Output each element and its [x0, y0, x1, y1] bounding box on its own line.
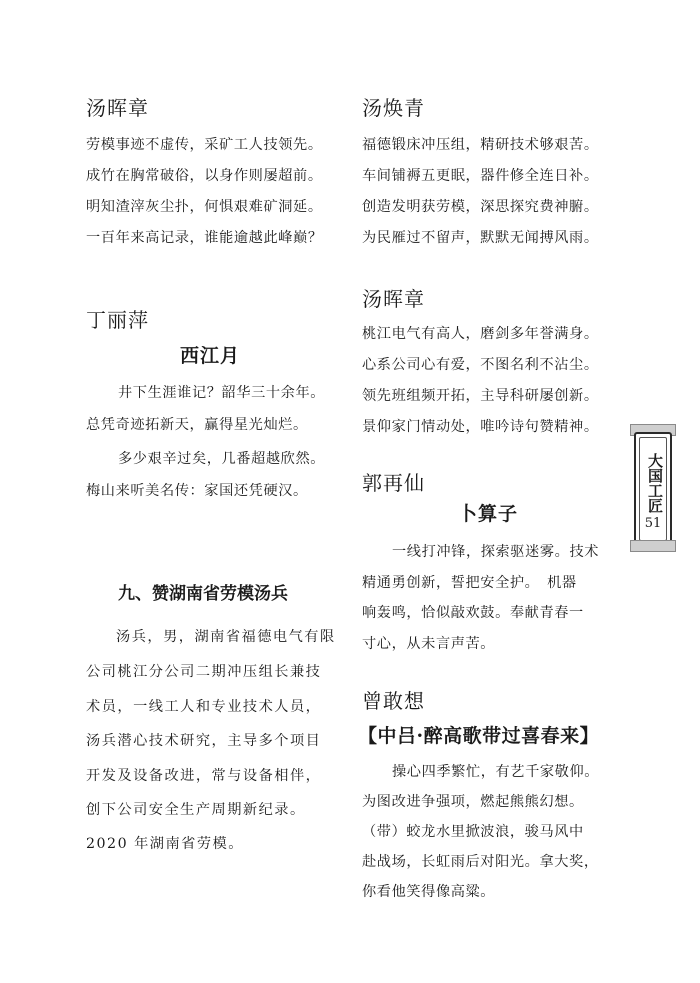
poem3-line: 福德锻床冲压组，精研技术够艰苦。 — [362, 137, 599, 153]
poem2-author: 丁丽萍 — [86, 308, 149, 332]
poem5-title: 卜算子 — [458, 503, 519, 525]
poem2-line: 井下生涯谁记？韶华三十余年。 — [118, 385, 326, 401]
poem6-line: （带）蛟龙水里掀波浪，骏马风中 — [362, 824, 584, 840]
poem2-line: 多少艰辛过矣，几番超越欣然。 — [118, 451, 326, 467]
poem4-line: 领先班组频开拓，主导科研屡创新。 — [362, 388, 599, 404]
poem6-line: 你看他笑得像高粱。 — [362, 884, 496, 900]
poem1-line: 成竹在胸常破俗，以身作则屡超前。 — [86, 168, 323, 184]
chapter-side-tab — [634, 432, 672, 546]
poem4-author: 汤晖章 — [362, 287, 425, 311]
bio-line: 汤兵，男，湖南省福德电气有限 — [116, 629, 336, 645]
poem6-line: 为图改进争强项，燃起熊熊幻想。 — [362, 794, 584, 810]
poem2-title: 西江月 — [180, 345, 241, 367]
poem3-line: 创造发明获劳模，深思探究费神腑。 — [362, 199, 599, 215]
bio-line: 术员，一线工人和专业技术人员， — [86, 699, 322, 715]
poem4-line: 心系公司心有爱，不图名利不沾尘。 — [362, 357, 599, 373]
page-number: 51 — [644, 516, 662, 531]
poem1-line: 明知渣滓灰尘扑，何惧艰难矿洞延。 — [86, 199, 323, 215]
poem2-line: 总凭奇迹拓新天，赢得星光灿烂。 — [86, 417, 308, 433]
poem3-line: 车间铺褥五更眠，器件修全连日补。 — [362, 168, 599, 184]
poem4-line: 桃江电气有高人，磨剑多年誉满身。 — [362, 326, 599, 342]
poem5-line: 一线打冲锋，探索驱迷雾。技术 — [392, 544, 600, 560]
bio-line: 2020 年湖南省劳模。 — [86, 836, 244, 852]
poem6-line: 赴战场，长虹雨后对阳光。拿大奖， — [362, 854, 599, 870]
poem5-line: 精通勇创新，誓把安全护。 机器 — [362, 575, 577, 591]
bio-line: 开发及设备改进，常与设备相伴， — [86, 768, 322, 784]
poem5-line: 响轰鸣，恰似敲欢鼓。奉献青春一 — [362, 605, 584, 621]
bio-line: 创下公司安全生产周期新纪录。 — [86, 802, 306, 818]
poem2-line: 梅山来听美名传：家国还凭硬汉。 — [86, 483, 308, 499]
bio-line: 汤兵潜心技术研究，主导多个项目 — [86, 733, 322, 749]
bio-line: 公司桃江分公司二期冲压组长兼技 — [86, 664, 322, 680]
section-heading: 九、赞湖南省劳模汤兵 — [118, 584, 288, 604]
poem1-line: 劳模事迹不虚传，采矿工人技领先。 — [86, 137, 323, 153]
poem5-author: 郭再仙 — [362, 471, 425, 495]
poem3-author: 汤焕青 — [362, 96, 425, 120]
chapter-tab-label: 大国工匠 — [646, 453, 664, 513]
poem3-line: 为民雁过不留声，默默无闻搏风雨。 — [362, 230, 599, 246]
side-tab-cap-bottom — [630, 540, 676, 552]
poem6-line: 操心四季繁忙，有艺千家敬仰。 — [392, 764, 600, 780]
poem1-author: 汤晖章 — [86, 96, 149, 120]
poem1-line: 一百年来高记录，谁能逾越此峰巅？ — [86, 230, 323, 246]
poem6-author: 曾敢想 — [362, 689, 425, 713]
poem4-line: 景仰家门情动处，唯吟诗句赞精神。 — [362, 419, 599, 435]
poem5-line: 寸心，从未言声苦。 — [362, 636, 496, 652]
poem6-title: 【中吕·醉高歌带过喜春来】 — [358, 725, 600, 747]
